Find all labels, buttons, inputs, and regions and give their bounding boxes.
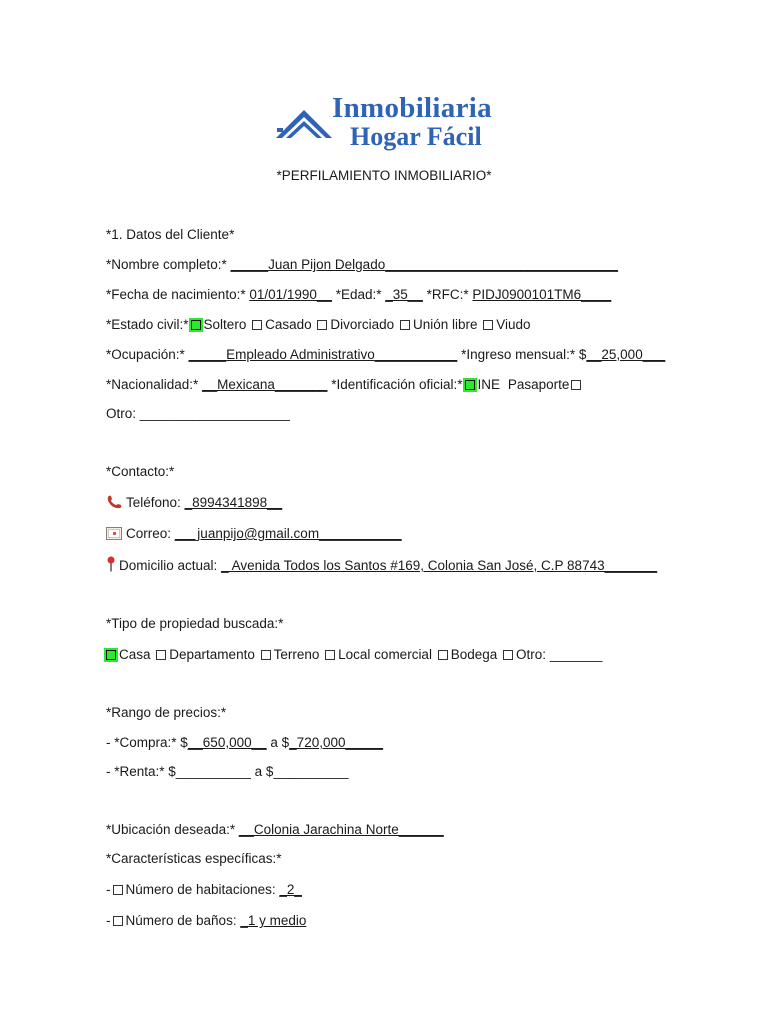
ingreso-value[interactable]: __25,000___ (586, 347, 666, 362)
field-nacionalidad-identificacion (106, 376, 584, 394)
domicilio-label: Domicilio actual: (119, 558, 218, 573)
compra-min-value[interactable]: __650,000__ (187, 735, 267, 750)
edad-label: *Edad:* (335, 287, 382, 302)
section-heading-propiedad: *Tipo de propiedad buscada:* (106, 616, 284, 631)
checkbox-divorciado[interactable] (317, 320, 327, 330)
telefono-label: Teléfono: (126, 495, 181, 510)
ocupacion-post: ___________ (374, 347, 458, 362)
field-nombre (106, 256, 618, 274)
house-roof-icon (272, 104, 336, 144)
option-terreno: Terreno (273, 647, 320, 662)
checkbox-terreno[interactable] (261, 650, 271, 660)
banos-label: Número de baños: (125, 913, 237, 928)
field-ubicacion (106, 821, 444, 839)
email-icon (106, 527, 122, 540)
nombre-label: *Nombre completo:* (106, 257, 227, 272)
habitaciones-value[interactable]: _2_ (279, 882, 302, 897)
checkbox-local-comercial[interactable] (325, 650, 335, 660)
correo-value[interactable]: ___juanpijo@gmail.com___________ (174, 526, 402, 541)
field-estado-civil (106, 316, 531, 334)
renta-label: - *Renta:* $ (106, 764, 176, 779)
renta-min-value[interactable]: __________ (175, 764, 251, 779)
estado-label: *Estado civil:* (106, 317, 189, 332)
checkbox-casa[interactable] (106, 650, 116, 660)
telefono-value[interactable]: _8994341898__ (184, 495, 283, 510)
option-ine: INE (477, 377, 501, 392)
checkbox-casado[interactable] (252, 320, 262, 330)
checkbox-pasaporte-box[interactable] (571, 380, 581, 390)
nombre-pre: _____ (230, 257, 269, 272)
nombre-post: _______________________________ (385, 257, 618, 272)
correo-label: Correo: (126, 526, 172, 541)
option-bodega: Bodega (450, 647, 498, 662)
compra-label: - *Compra:* $ (106, 735, 188, 750)
ubicacion-value[interactable]: __Colonia Jarachina Norte______ (238, 822, 444, 837)
propiedad-otro-value[interactable]: _______ (549, 647, 603, 662)
compra-a-label: a $ (270, 735, 290, 750)
field-telefono (106, 494, 282, 512)
page-title: *PERFILAMIENTO INMOBILIARIO* (276, 168, 492, 183)
rfc-label: *RFC:* (426, 287, 469, 302)
option-union-libre: Unión libre (412, 317, 478, 332)
logo-line-2: Hogar Fácil (350, 122, 482, 151)
option-casado: Casado (265, 317, 312, 332)
checkbox-viudo[interactable] (483, 320, 493, 330)
dash: - (106, 882, 111, 897)
field-ocupacion-ingreso (106, 346, 665, 364)
field-correo (106, 525, 402, 543)
fecha-label: *Fecha de nacimiento:* (106, 287, 246, 302)
option-casa: Casa (119, 647, 151, 662)
nombre-value[interactable]: Juan Pijon Delgado (268, 257, 386, 272)
nacionalidad-label: *Nacionalidad:* (106, 377, 199, 392)
field-fecha-edad-rfc (106, 286, 611, 304)
ingreso-label: *Ingreso mensual:* $ (461, 347, 587, 362)
checkbox-soltero[interactable] (191, 320, 201, 330)
field-domicilio (106, 556, 657, 575)
checkbox-otro[interactable] (503, 650, 513, 660)
section-heading-contacto: *Contacto:* (106, 464, 175, 479)
option-otro: Otro: (516, 647, 547, 662)
otro-label: Otro: (106, 406, 137, 421)
option-divorciado: Divorciado (330, 317, 395, 332)
ocupacion-label: *Ocupación:* (106, 347, 185, 362)
checkbox-union-libre[interactable] (400, 320, 410, 330)
banos-value[interactable]: _1 y medio (240, 913, 307, 928)
dash: - (106, 913, 111, 928)
phone-icon (106, 495, 122, 509)
ocupacion-pre: _____ (188, 347, 227, 362)
company-logo (272, 92, 498, 156)
option-viudo: Viudo (496, 317, 531, 332)
checkbox-habitaciones[interactable] (113, 885, 123, 895)
field-tipo-propiedad (106, 646, 602, 664)
checkbox-bodega[interactable] (438, 650, 448, 660)
renta-a-label: a $ (254, 764, 274, 779)
field-habitaciones (106, 881, 302, 899)
fecha-value[interactable]: 01/01/1990__ (249, 287, 332, 302)
identificacion-label: *Identificación oficial:* (331, 377, 463, 392)
otro-value[interactable]: ____________________ (139, 406, 290, 421)
option-departamento: Departamento (169, 647, 255, 662)
checkbox-banos[interactable] (113, 916, 123, 926)
section-heading-caracteristicas: *Características específicas:* (106, 851, 282, 866)
field-renta (106, 763, 349, 781)
renta-max-value[interactable]: __________ (273, 764, 349, 779)
compra-max-value[interactable]: _720,000_____ (289, 735, 384, 750)
section-heading-cliente: *1. Datos del Cliente* (106, 227, 235, 242)
logo-line-1: Inmobiliaria (332, 92, 492, 124)
option-local-comercial: Local comercial (338, 647, 432, 662)
field-banos (106, 912, 306, 930)
rfc-value[interactable]: PIDJ0900101TM6____ (472, 287, 612, 302)
option-soltero: Soltero (203, 317, 247, 332)
section-heading-precios: *Rango de precios:* (106, 705, 227, 720)
domicilio-value[interactable]: _ Avenida Todos los Santos #169, Colonia San José, C.P 88743_______ (221, 558, 658, 573)
field-compra (106, 734, 383, 752)
habitaciones-label: Número de habitaciones: (125, 882, 276, 897)
checkbox-departamento[interactable] (156, 650, 166, 660)
nacionalidad-value[interactable]: __Mexicana_______ (202, 377, 328, 392)
edad-value[interactable]: _35__ (385, 287, 423, 302)
pin-icon (106, 556, 116, 572)
ocupacion-value[interactable]: Empleado Administrativo (226, 347, 375, 362)
option-pasaporte: Pasaporte (507, 377, 570, 392)
checkbox-ine[interactable] (465, 380, 475, 390)
ubicacion-label: *Ubicación deseada:* (106, 822, 236, 837)
field-otro (106, 405, 290, 423)
